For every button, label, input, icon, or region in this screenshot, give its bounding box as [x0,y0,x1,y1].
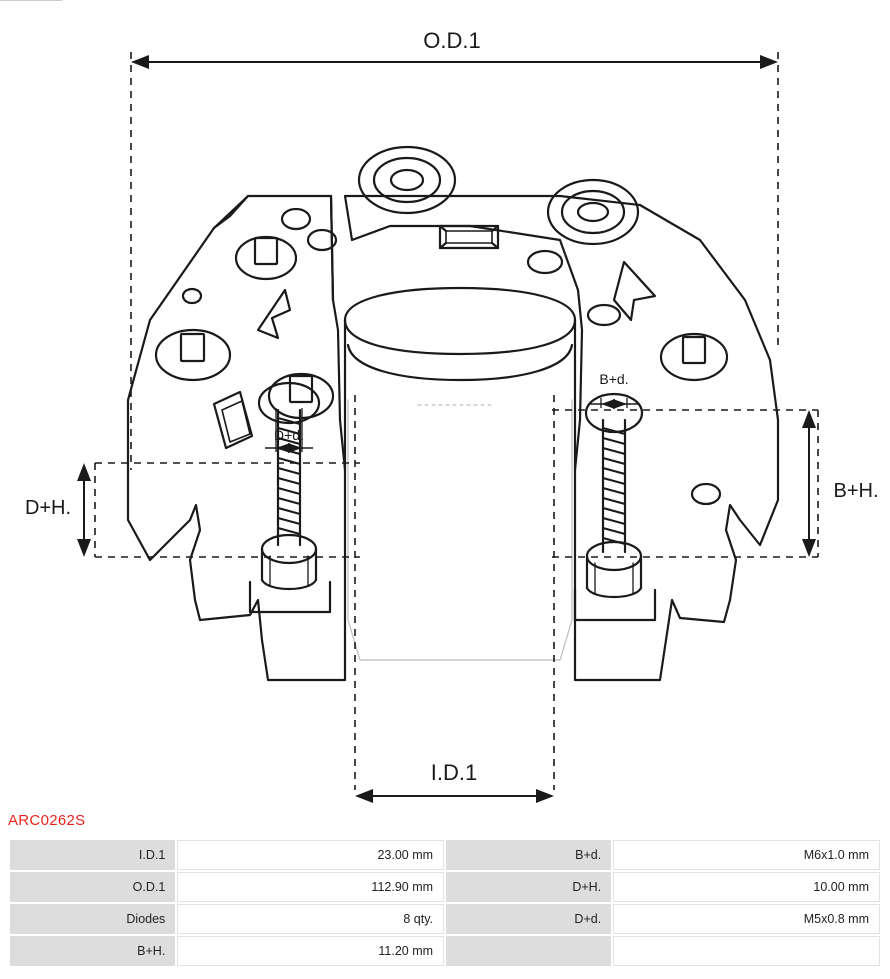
table-row [10,904,880,934]
dimension-label-dh: D+H. [24,497,72,519]
dimension-label-id1: I.D.1 [430,760,478,785]
spec-value-bd: M6x1.0 mm [613,840,880,870]
spec-label-bh: B+H. [10,936,175,966]
table-row [10,872,880,902]
table-row [10,840,880,870]
spec-label-diodes: Diodes [10,904,175,934]
spec-value-dh: 10.00 mm [613,872,880,902]
spec-label-id1: I.D.1 [10,840,175,870]
spec-label-bd: B+d. [446,840,611,870]
dimension-label-bd: B+d. [599,371,629,387]
spec-value-id1: 23.00 mm [177,840,444,870]
table-row [10,936,880,966]
spec-value-empty [613,936,880,966]
dimension-label-bh: B+H. [833,480,879,502]
specifications-table [8,838,882,968]
spec-label-dh: D+H. [446,872,611,902]
spec-value-diodes: 8 qty. [177,904,444,934]
part-code: ARC0262S [8,812,86,829]
dimension-label-od1: O.D.1 [423,28,481,53]
spec-value-bh: 11.20 mm [177,936,444,966]
spec-label-dd: D+d. [446,904,611,934]
spec-label-empty [446,936,611,966]
spec-value-od1: 112.90 mm [177,872,444,902]
dimension-label-dd: D+d. [274,427,304,443]
spec-value-dd: M5x0.8 mm [613,904,880,934]
spec-label-od1: O.D.1 [10,872,175,902]
